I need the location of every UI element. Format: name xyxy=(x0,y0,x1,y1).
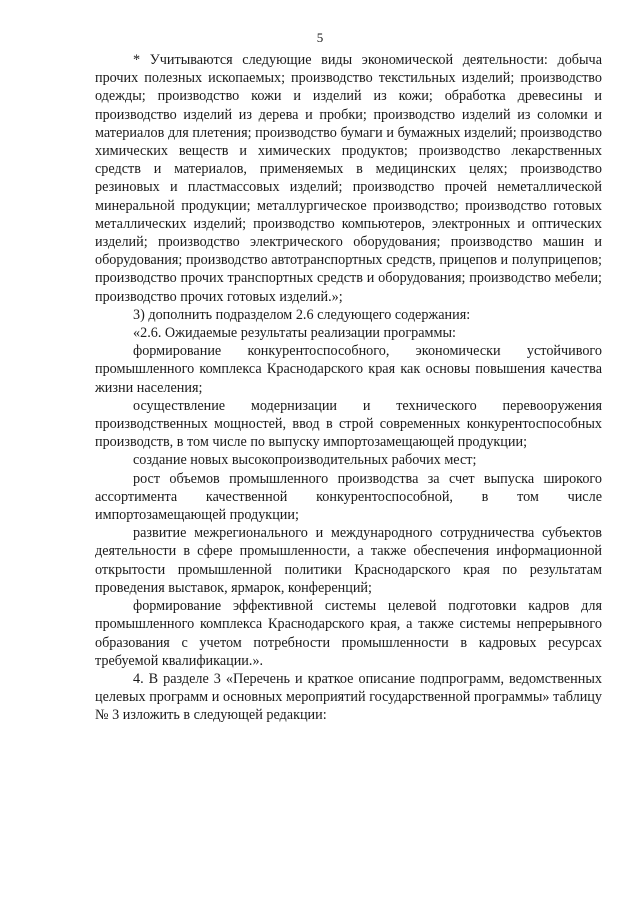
result-item: создание новых высокопроизводительных рабочих мест; xyxy=(133,452,477,469)
result-item: рост объемов промышленного производства за счет выпуска широкого ассортимента качественной конкурентоспособной, в том числе импортозамещающей продукции; xyxy=(95,470,602,524)
result-item: формирование конкурентоспособного, экономически устойчивого промышленного комплекса Краснодарского края как основы повышения качества жизни населения; xyxy=(95,343,602,396)
footnote-paragraph: * Учитываются следующие виды экономической деятельности: добыча прочих полезных ископаемых; производство текстильных изделий; производство одежды; производство кожи и изделий из кожи; обработка древесины и производство изделий из дерева и пробки; производство изделий из соломки и материалов для плетения; производство бумаги и бумажных изделий; производство химических веществ и химических продуктов; производство лекарственных средств и материалов, применяемых в медицинских целях; производство резиновых и пластмассовых изделий; производство прочей неметаллической минеральной продукции; металлургическое производство; производство готовых металлических изделий; производство компьютеров, электронных и оптических изделий; производство электрического оборудования; производство машин и оборудования; производство автотранспортных средств, прицепов и полуприцепов; производство прочих транспортных средств и оборудования; производство мебели; производство прочих готовых изделий.»; xyxy=(95,52,602,305)
document-body xyxy=(95,51,602,725)
result-item: формирование эффективной системы целевой подготовки кадров для промышленного комплекса Краснодарского края, а также системы непрерывного образования с учетом потребности промышленности в кадровых ресурсах требуемой квалификации.». xyxy=(95,598,602,669)
paragraph-amendment-3: 3) дополнить подразделом 2.6 следующего содержания: xyxy=(133,306,471,323)
paragraph-amendment-4: 4. В разделе 3 «Перечень и краткое описание подпрограмм, ведомственных целевых программ и основных мероприятий государственной программы» таблицу № 3 изложить в следующей редакции: xyxy=(95,670,602,724)
section-heading-2-6: «2.6. Ожидаемые результаты реализации программы: xyxy=(133,325,456,342)
page-number: 5 xyxy=(316,30,324,45)
result-item: развитие межрегионального и международного сотрудничества субъектов деятельности в сфере промышленности, а также обеспечения информационной открытости промышленной политики Краснодарского края по результатам проведения выставок, ярмарок, конференций; xyxy=(95,525,602,596)
result-item: осуществление модернизации и технического перевооружения производственных мощностей, ввод в строй современных конкурентоспособных производств, в том числе по выпуску импортозамещающей продукции; xyxy=(95,397,602,451)
